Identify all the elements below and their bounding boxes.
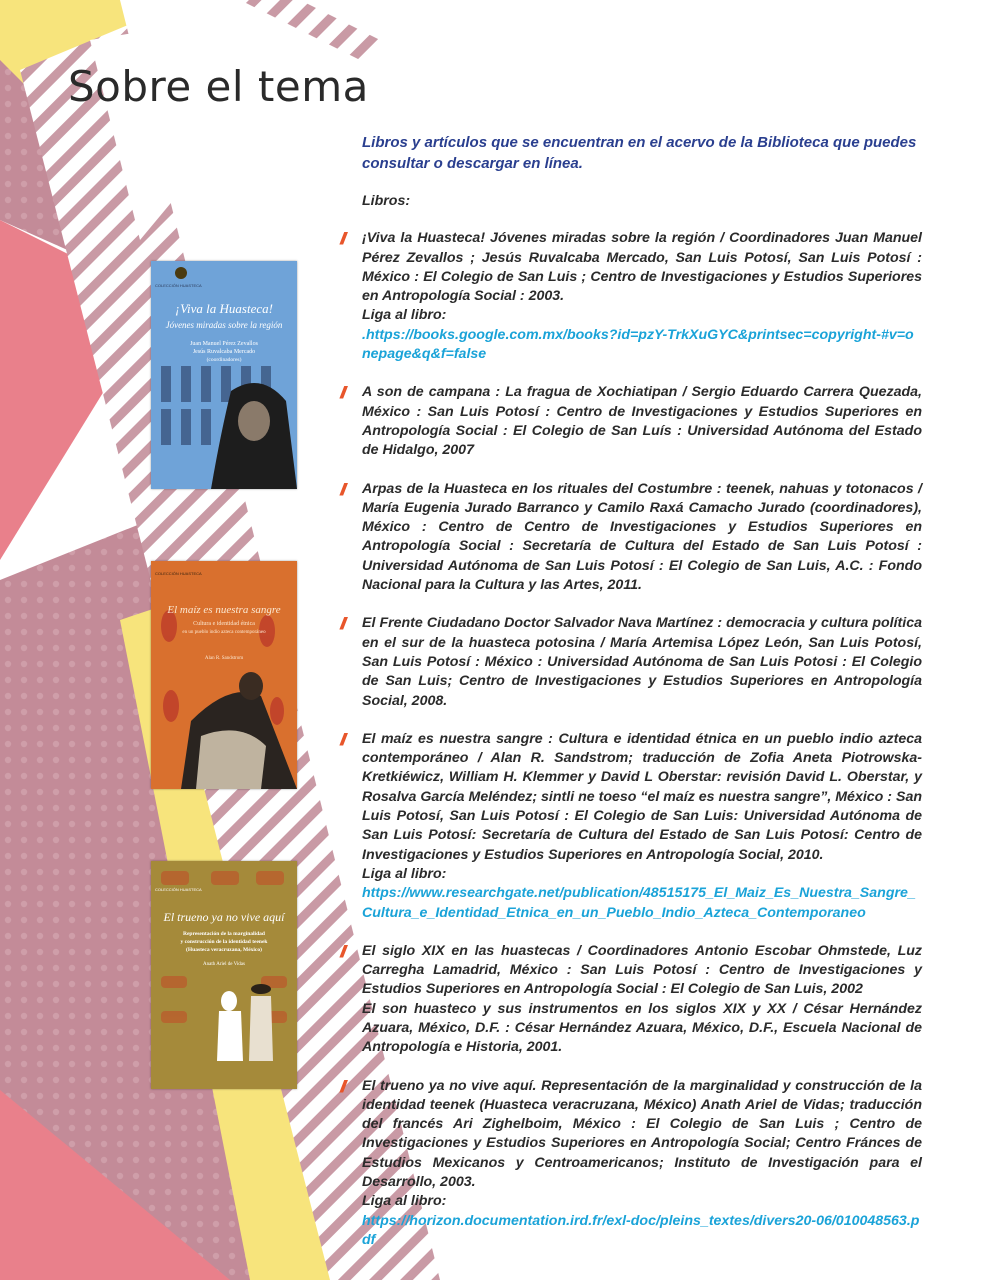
book-citation: Arpas de la Huasteca en los rituales del Costumbre : teenek, nahuas y totonacos / María Eugenia Jurado Barranco y Camilo Raxá Camacho Jurado (coordinadores), México : Centro de Centro de Investigaciones y Estudios Superiores en Antropología Social : Secretaría de Cultura del Estado de San Luis Potosí : Universidad Autónoma de San Luis Potosí : El Colegio de San Luis, A.C. : Fondo Nacional para la Cultura y las Artes, 2011. xyxy=(362,480,922,594)
book-link[interactable]: .https://books.google.com.mx/books?id=pzY-TrkXuGYC&printsec=copyright-#v=onepage&q&f=false xyxy=(362,326,914,363)
bullet-icon: // xyxy=(340,614,344,634)
bullet-icon: // xyxy=(340,1076,344,1096)
cover-title: El maíz es nuestra sangre xyxy=(167,604,281,616)
cover-subtitle: Jóvenes miradas sobre la región xyxy=(165,320,283,330)
book-cover-viva-la-huasteca xyxy=(151,261,297,489)
bullet-icon: // xyxy=(340,229,344,249)
cover-subtitle-3: (Huasteca veracruzana, México) xyxy=(186,947,262,953)
link-label: Liga al libro: xyxy=(362,307,447,324)
book-citation: El trueno ya no vive aquí. Representación de la marginalidad y construcción de la identidad teenek (Huasteca veracruzana, México) Anath Ariel de Vidas; traducción del francés Ari Zighelboim, México : El Colegio de San Luis ; Centro de Investigaciones y Estudios Superiores en Antropología Social; Centro Fránces de Estudios Mexicanos y Centroamericanos; Instituto de Investigación para el Desarrollo, 2003. xyxy=(362,1077,922,1191)
book-list-content xyxy=(340,132,922,1269)
book-entry xyxy=(340,383,922,460)
book-entry xyxy=(340,729,922,923)
link-label: Liga al libro: xyxy=(362,865,447,882)
section-label-libros: Libros: xyxy=(362,193,411,209)
cover-title: El trueno ya no vive aquí xyxy=(163,910,285,924)
cover-author-3: (coordinadores) xyxy=(206,357,242,363)
cover-author-2: Jesús Ruvalcaba Mercado xyxy=(192,349,256,355)
book-cover-el-maiz-es-nuestra-sangre xyxy=(151,561,297,789)
link-label: Liga al libro: xyxy=(362,1193,447,1210)
bullet-icon: // xyxy=(340,941,344,961)
cover-series: COLECCIÓN HUASTECA xyxy=(155,571,202,576)
intro-text: Libros y artículos que se encuentran en el acervo de la Biblioteca que puedes consultar o descargar en línea. xyxy=(362,134,917,172)
cover-subtitle: Representación de la marginalidad xyxy=(183,931,265,937)
cover-subtitle-2: en un pueblo indio azteca contemporáneo xyxy=(182,630,266,635)
book-cover-el-trueno-ya-no-vive-aqui xyxy=(151,861,297,1089)
cover-author: Anath Ariel de Vidas xyxy=(203,962,245,967)
book-entry xyxy=(340,1076,922,1251)
bullet-icon: // xyxy=(340,479,344,499)
bullet-icon: // xyxy=(340,729,344,749)
cover-subtitle: Cultura e identidad étnica xyxy=(193,621,255,627)
book-entry xyxy=(340,941,922,1058)
book-entry xyxy=(340,479,922,596)
book-entry xyxy=(340,614,922,710)
cover-title: ¡Viva la Huasteca! xyxy=(175,301,273,316)
book-entry xyxy=(340,229,922,364)
book-citation: El siglo XIX en las huastecas / Coordinadores Antonio Escobar Ohmstede, Luz Carregha Lamadrid, México : San Luis Potosí : Centro de Investigaciones y Estudios Superiores en Antropología Social : El Colegio de San Luis, 2002 xyxy=(362,942,922,998)
book-citation: A son de campana : La fragua de Xochiatipan / Sergio Eduardo Carrera Quezada, México : San Luis Potosí : Centro de Investigaciones y Estudios Superiores en Antropología Social : El Colegio de San Luís : Universidad Autónoma del Estado de Hidalgo, 2007 xyxy=(362,384,922,459)
cover-author-1: Juan Manuel Pérez Zevallos xyxy=(190,341,258,347)
book-link[interactable]: https://horizon.documentation.ird.fr/exl-doc/pleins_textes/divers20-06/010048563.pdf xyxy=(362,1212,920,1248)
cover-subtitle-2: y construcción de la identidad teenek xyxy=(180,939,268,945)
cover-author: Alan R. Sandstrom xyxy=(204,656,244,661)
cover-series: COLECCIÓN HUASTECA xyxy=(155,283,202,288)
book-citation: El Frente Ciudadano Doctor Salvador Nava Martínez : democracia y cultura política en el sur de la huasteca potosina / María Artemisa López León, San Luis Potosí, San Luis Potosí : México : Universidad Autónoma de San Luis Potosi : El Colegio de San Luis; Centro de Investigaciones y Estudios Superiores en Antropología Social, 2008. xyxy=(362,615,922,709)
cover-series: COLECCIÓN HUASTECA xyxy=(155,887,202,892)
book-citation: ¡Viva la Huasteca! Jóvenes miradas sobre la región / Coordinadores Juan Manuel Pérez Zevallos ; Jesús Ruvalcaba Mercado, San Luis Potosí, San Luis Potosí : México : El Colegio de San Luis ; Centro de Investigaciones y Estudios Superiores en Antropología Social : 2003. xyxy=(362,230,922,305)
book-link[interactable]: https://www.researchgate.net/publication/48515175_El_Maiz_Es_Nuestra_Sangre_Cultura_e_Identidad_Etnica_en_un_Pueblo_Indio_Azteca_Contemporaneo xyxy=(362,885,916,921)
book-citation-secondary: El son huasteco y sus instrumentos en los siglos XIX y XX / César Hernández Azuara, México, D.F. : César Hernández Azuara, México, D.F., Escuela Nacional de Antropología e Historia, 2001. xyxy=(362,1000,922,1056)
bullet-icon: // xyxy=(340,383,344,403)
page-title: Sobre el tema xyxy=(68,62,369,111)
book-citation: El maíz es nuestra sangre : Cultura e identidad étnica en un pueblo indio azteca contemporáneo / Alan R. Sandstrom; traducción de Zofia Aneta Piotrowska-Kretkiéwicz, William H. Klemmer y David L Oberstar: revisión David L. Oberstar, y Rosalva García Meléndez; sintli ne toeso “el maíz es nuestra sangre”, México : San Luis Potosí, San Luis Potosí : El Colegio de San Luis: Universidad Autónoma de San Luis Potosí: Secretaría de Cultura del Estado de San Luis Potosí: Centro de Investigaciones y Estudios Superiores en Antropología Social, 2010. xyxy=(362,730,922,863)
